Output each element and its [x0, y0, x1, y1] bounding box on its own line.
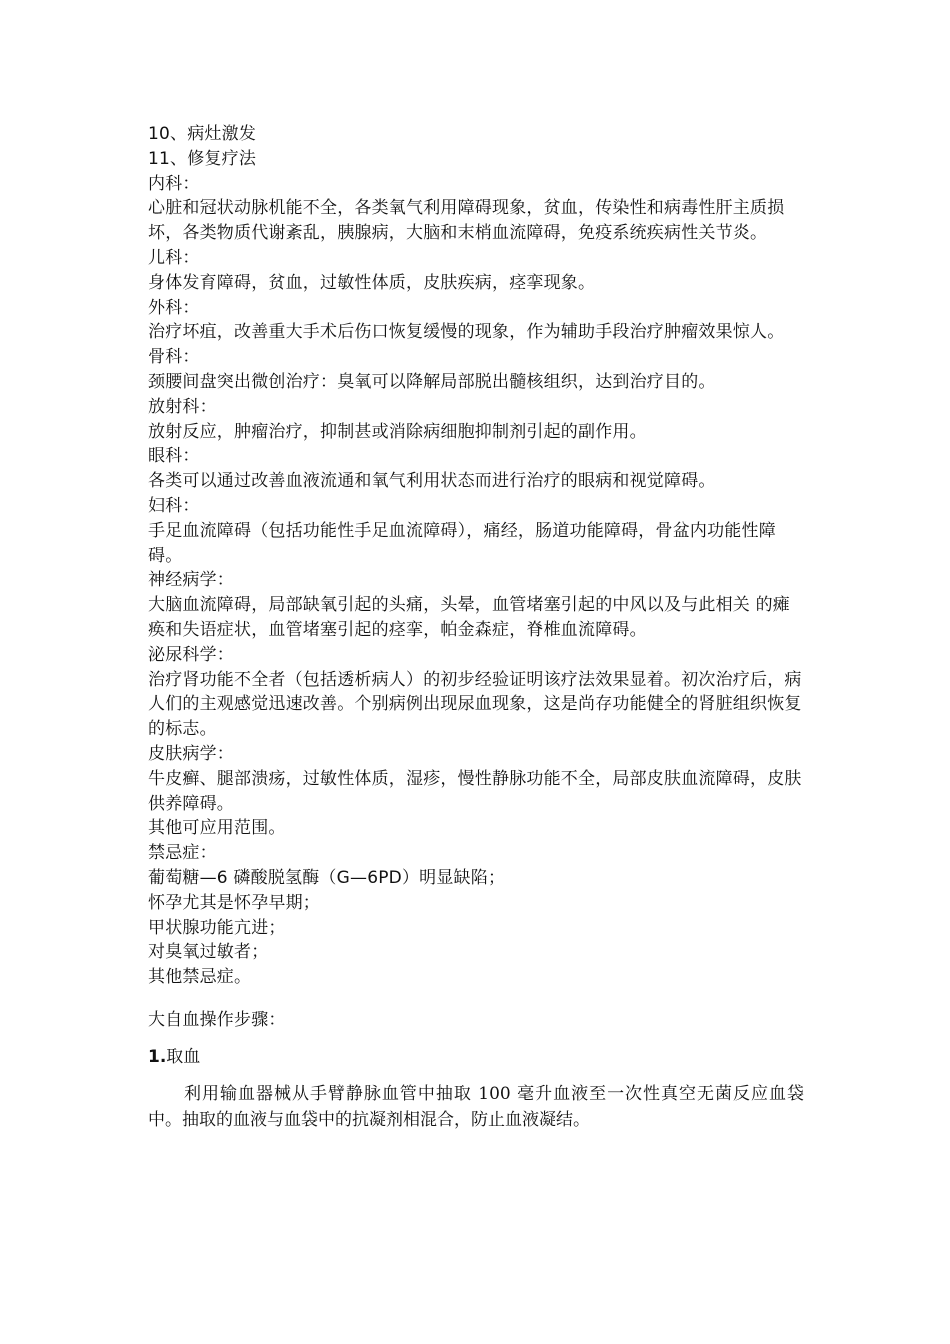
- text-orthopedics: 颈腰间盘突出微创治疗：臭氧可以降解局部脱出髓核组织，达到治疗目的。: [148, 371, 716, 392]
- section-gap: [148, 1069, 804, 1081]
- heading-neurology: 神经病学：: [148, 570, 234, 591]
- section-heading-procedure: 大自血操作步骤：: [148, 1009, 286, 1030]
- heading-radiology: 放射科：: [148, 396, 217, 417]
- text-other-applications: 其他可应用范围。: [148, 818, 286, 839]
- list-item-repair-therapy: 11、修复疗法: [148, 148, 257, 169]
- heading-dermatology: 皮肤病学：: [148, 743, 234, 764]
- heading-ophthalmology: 眼科：: [148, 446, 200, 467]
- contraindication-item: 对臭氧过敏者；: [148, 942, 269, 963]
- heading-surgery: 外科：: [148, 297, 200, 318]
- step-number: 1.: [148, 1046, 167, 1067]
- text-dermatology: 牛皮癣、腿部溃疡，过敏性体质，湿疹，慢性静脉功能不全，局部皮肤血流障碍，皮肤供养障碍。: [148, 768, 802, 814]
- list-item-lesion-activation: 10、病灶激发: [148, 124, 257, 144]
- heading-gynecology: 妇科：: [148, 495, 200, 516]
- heading-urology: 泌尿科学：: [148, 644, 234, 665]
- section-gap: [148, 1033, 804, 1045]
- contraindication-item: 葡萄糖—6 磷酸脱氢酶（G—6PD）明显缺陷；: [148, 867, 506, 888]
- text-neurology: 大脑血流障碍，局部缺氧引起的头痛，头晕，血管堵塞引起的中风以及与此相关 的瘫痪和失语症状，血管堵塞引起的痉挛，帕金森症，脊椎血流障碍。: [148, 595, 791, 640]
- step-heading: [148, 1045, 804, 1070]
- text-surgery: 治疗坏疽，改善重大手术后伤口恢复缓慢的现象，作为辅助手段治疗肿瘤效果惊人。: [148, 322, 785, 343]
- heading-contraindications: 禁忌症：: [148, 843, 217, 864]
- text-pediatrics: 身体发育障碍，贫血，过敏性体质，皮肤疾病，痉挛现象。: [148, 272, 596, 293]
- step-paragraph: 利用输血器械从手臂静脉血管中抽取 100 毫升血液至一次性真空无菌反应血袋中。抽取的血液与血袋中的抗凝剂相混合，防止血液凝结。: [148, 1084, 804, 1131]
- section-gap: [148, 990, 804, 1008]
- contraindication-item: 怀孕尤其是怀孕早期；: [148, 892, 320, 913]
- contraindication-item: 甲状腺功能亢进；: [148, 917, 286, 938]
- text-ophthalmology: 各类可以通过改善血液流通和氧气利用状态而进行治疗的眼病和视觉障碍。: [148, 471, 716, 492]
- heading-orthopedics: 骨科：: [148, 347, 200, 368]
- text-gynecology: 手足血流障碍（包括功能性手足血流障碍），痛经，肠道功能障碍，骨盆内功能性障碍。: [148, 520, 776, 566]
- text-internal-medicine: 心脏和冠状动脉机能不全，各类氧气利用障碍现象，贫血，传染性和病毒性肝主质损坏，各类物质代谢紊乱，胰腺病，大脑和末梢血流障碍，免疫系统疾病性关节炎。: [148, 198, 785, 244]
- heading-internal-medicine: 内科：: [148, 173, 200, 194]
- contraindication-item: 其他禁忌症。: [148, 967, 252, 988]
- heading-pediatrics: 儿科：: [148, 247, 200, 268]
- step-title: 取血: [166, 1046, 201, 1067]
- text-urology: 治疗肾功能不全者（包括透析病人）的初步经验证明该疗法效果显着。初次治疗后，病人们的主观感觉迅速改善。个别病例出现尿血现象，这是尚存功能健全的肾脏组织恢复的标志。: [148, 669, 802, 740]
- text-radiology: 放射反应，肿瘤治疗，抑制甚或消除病细胞抑制剂引起的副作用。: [148, 421, 647, 442]
- document-page: [148, 122, 804, 1133]
